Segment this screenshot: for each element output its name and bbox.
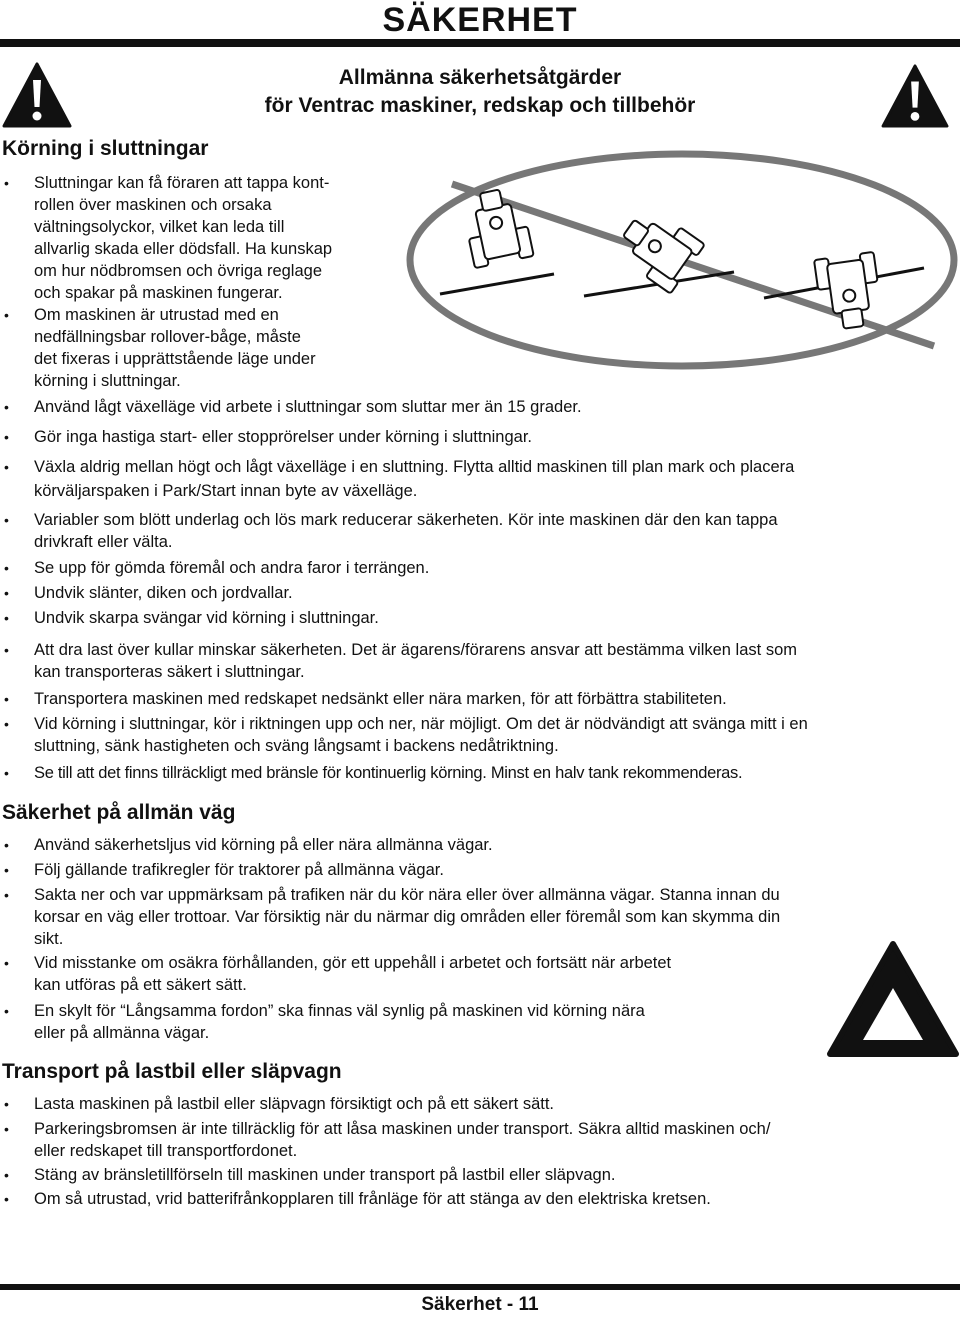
- list-item-line: rollen över maskinen och orsaka: [34, 196, 272, 214]
- list-item: • En skylt för “Långsamma fordon” ska finnas väl synlig på maskinen vid körning nära: [0, 1000, 820, 1022]
- list-item: • Transportera maskinen med redskapet nedsänkt eller nära marken, för att förbättra stabiliteten.: [0, 688, 960, 710]
- slow-moving-vehicle-icon: [826, 940, 960, 1060]
- list-item-line: om hur nödbromsen och övriga reglage: [34, 262, 323, 280]
- list-item: • Se till att det finns tillräckligt med bränsle för kontinuerlig körning. Minst en halv tank rekommenderas.: [0, 762, 960, 784]
- section-heading-transport: Transport på lastbil eller släpvagn: [2, 1060, 342, 1083]
- list-item: • Använd lågt växelläge vid arbete i sluttningar som sluttar mer än 15 grader.: [0, 396, 960, 418]
- slopes-bullet-list: [0, 396, 960, 478]
- list-item-continuation: eller på allmänna vägar.: [34, 1024, 210, 1042]
- slopes-bullet-list-2: [0, 509, 960, 531]
- list-item: • Följ gällande trafikregler för traktorer på allmänna vägar.: [0, 859, 960, 881]
- list-item: • Undvik skarpa svängar vid körning i sluttningar.: [0, 607, 960, 629]
- public-road-bullet-list: [0, 834, 960, 906]
- section-heading-slopes: Körning i sluttningar: [2, 137, 209, 160]
- page-title: SÄKERHET: [382, 1, 578, 39]
- list-item: • Använd säkerhetsljus vid körning på eller nära allmänna vägar.: [0, 834, 960, 856]
- list-item: • Lasta maskinen på lastbil eller släpvagn försiktigt och på ett säkert sätt.: [0, 1093, 960, 1115]
- list-item: • Vid körning i sluttningar, kör i riktningen upp och ner, när möjligt. Om det är nödvändigt att svänga mitt i en: [0, 713, 960, 735]
- slopes-bullet-list-4: [0, 639, 960, 661]
- list-item-continuation: [34, 906, 954, 950]
- list-item: • Sluttningar kan få föraren att tappa kont-: [0, 172, 420, 194]
- list-item-continuation: drivkraft eller välta.: [34, 533, 173, 551]
- public-road-bullet-list-2: [0, 952, 820, 974]
- list-item: • Undvik slänter, diken och jordvallar.: [0, 582, 960, 604]
- list-item: • Sakta ner och var uppmärksam på trafiken när du kör nära eller över allmänna vägar. Stanna innan du: [0, 884, 960, 906]
- list-item-line: allvarlig skada eller dödsfall. Ha kunskap: [34, 240, 333, 258]
- warning-triangle-icon: [2, 62, 72, 128]
- list-item: • Vid misstanke om osäkra förhållanden, gör ett uppehåll i arbetet och fortsätt när arbetet: [0, 952, 820, 974]
- list-item: • Att dra last över kullar minskar säkerheten. Det är ägarens/förarens ansvar att bestämma vilken last som: [0, 639, 960, 661]
- slopes-bullet-list-narrow-2: [0, 304, 420, 326]
- list-item: • Stäng av bränsletillförseln till maskinen under transport på lastbil eller släpvagn.: [0, 1164, 960, 1186]
- subtitle-line-2: för Ventrac maskiner, redskap och tillbehör: [264, 94, 696, 117]
- list-item: • Parkeringsbromsen är inte tillräcklig för att låsa maskinen under transport. Säkra alltid maskinen och/: [0, 1118, 960, 1140]
- list-item: • Gör inga hastiga start- eller stopprörelser under körning i sluttningar.: [0, 426, 960, 448]
- list-item-continuation: kan utföras på ett säkert sätt.: [34, 976, 247, 994]
- list-item: • Växla aldrig mellan högt och lågt växelläge i en sluttning. Flytta alltid maskinen till plan mark och placera: [0, 456, 960, 478]
- page-number: Säkerhet - 11: [421, 1294, 539, 1315]
- list-item-continuation: körväljarspaken i Park/Start innan byte av växelläge.: [34, 482, 418, 500]
- slopes-bullet-list-3: [0, 557, 960, 629]
- section-heading-public-road: Säkerhet på allmän väg: [2, 801, 236, 824]
- list-item-line: vältningsolyckor, vilket kan leda till: [34, 218, 285, 236]
- slopes-bullet-list-narrow: [0, 172, 420, 194]
- list-item-line: körning i sluttningar.: [34, 372, 181, 390]
- header-rule: [0, 39, 960, 47]
- footer-rule: [0, 1284, 960, 1290]
- list-item-line: sikt.: [34, 930, 64, 948]
- slope-rollover-prohibited-figure: [404, 148, 960, 388]
- public-road-bullet-list-3: [0, 1000, 820, 1022]
- list-item-continuation: kan transporteras säkert i sluttningar.: [34, 663, 305, 681]
- subtitle-line-1: Allmänna säkerhetsåtgärder: [338, 66, 622, 89]
- list-item: • Om maskinen är utrustad med en: [0, 304, 420, 326]
- list-item: • Se upp för gömda föremål och andra faror i terrängen.: [0, 557, 960, 579]
- list-item: • Variabler som blött underlag och lös mark reducerar säkerheten. Kör inte maskinen där den kan tappa: [0, 509, 960, 531]
- slopes-bullet-list-6: [0, 762, 960, 784]
- list-item-continuation: sluttning, sänk hastigheten och sväng långsamt i backens nedåtriktning.: [34, 737, 559, 755]
- transport-bullet-list: [0, 1093, 960, 1140]
- list-item-line: nedfällningsbar rollover-båge, måste: [34, 328, 301, 346]
- transport-bullet-list-2: [0, 1164, 960, 1210]
- list-item-line: det fixeras i upprättstående läge under: [34, 350, 316, 368]
- list-item-continuation: [34, 326, 414, 392]
- list-item-line: och spakar på maskinen fungerar.: [34, 284, 283, 302]
- warning-triangle-icon: [881, 64, 949, 128]
- list-item: • Om så utrustad, vrid batterifrånkopplaren till frånläge för att stänga av den elektriska kretsen.: [0, 1188, 960, 1210]
- list-item-continuation: [34, 194, 414, 304]
- list-item-line: korsar en väg eller trottoar. Var försiktig när du närmar dig områden eller föremål som kan skymma din: [34, 908, 781, 926]
- list-item-continuation: eller redskapet till transportfordonet.: [34, 1142, 298, 1160]
- slopes-bullet-list-5: [0, 688, 960, 735]
